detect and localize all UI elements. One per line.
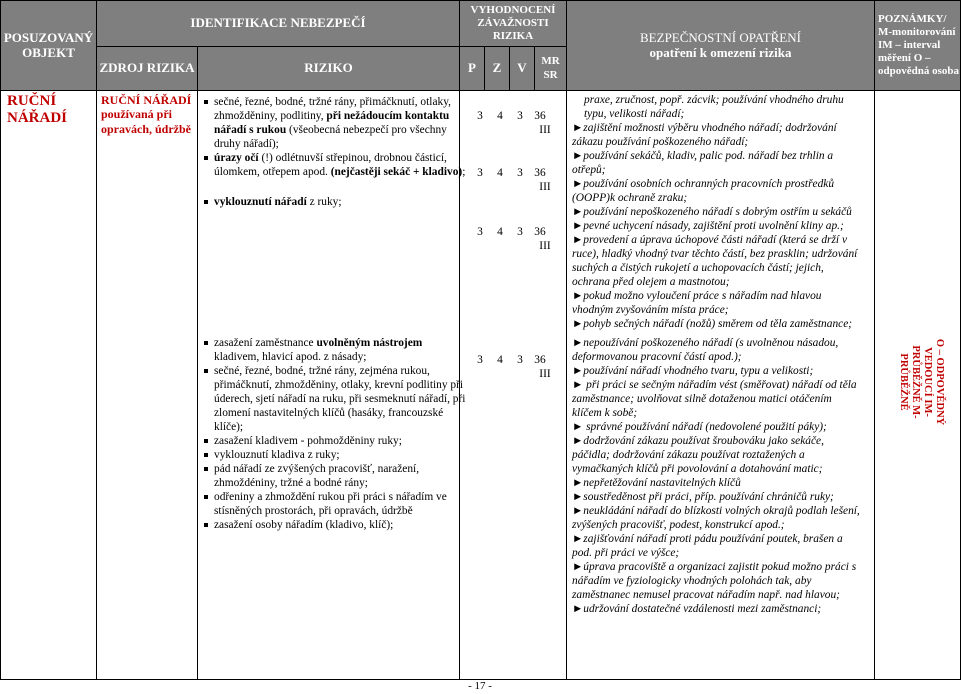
risk-item: sečné, řezné, bodné, tržné rány, přimáčknutí, otlaky, zhmožděniny, podlitiny, při nežádoucím kontaktu nářadí s rukou (všeobecná nebezpečí pro všechny druhy nářadí); [204, 95, 466, 151]
header-poznamky: POZNÁMKY/ M-monitorování IM – interval měření O – odpovědná osoba [875, 1, 961, 91]
header-vyhodnoceni: VYHODNOCENÍ ZÁVAŽNOSTI RIZIKA [460, 1, 567, 47]
risk-list [204, 95, 466, 209]
evaluation-row: 3 4 3 36 III [477, 110, 551, 136]
measure-item: ►pohyb sečných nářadí (nožů) směrem od těla zaměstnance; [572, 318, 853, 330]
risk-item: sečné, řezné, bodné, tržné rány, zejména rukou, přimáčknutí, zhmožděniny, otlaky, krevní podlitiny při úderech, sjetí nářadí na ruku, při sesmeknutí nářadí, při zlomení nastavitelných klíčů (hasáky, francouzské klíče); [204, 364, 466, 434]
header-v: V [510, 47, 535, 91]
risk-item: vyklouznutí kladiva z ruky; [204, 448, 466, 462]
risk-cell [198, 91, 466, 680]
responsible-note [886, 318, 956, 428]
risk-item: zasažení osoby nářadím (kladivo, klíč); [204, 518, 466, 532]
risk-item: zasažení kladivem - pohmožděniny ruky; [204, 434, 466, 448]
measure-item: ►dodržování zákazu používat šroubováku jako sekáče, páčidla; dodržování zákazu používat roztažených a vymačkaných klíčů při povolování a dotahování matic; [572, 435, 824, 475]
measure-item: ►zajišťování nářadí proti pádu používání poutek, brašen a pod. při práci ve výšce; [572, 533, 843, 559]
page-number: - 17 - [468, 680, 492, 692]
measure-item: ►používání nepoškozeného nářadí s dobrým ostřím u sekáčů [572, 206, 852, 218]
evaluation-row: 3 4 3 36 III [477, 226, 551, 252]
evaluation-cell [460, 91, 567, 680]
header-zdroj: ZDROJ RIZIKA [97, 47, 198, 91]
header-bezpecnostni-title: BEZPEČNOSTNÍ OPATŘENÍ [640, 29, 801, 45]
measure-item: ►používání osobních ochranných pracovních prostředků (OOPP)k ochraně zraku; [572, 178, 835, 204]
measure-item: ►nepoužívání poškozeného nářadí (s uvolněnou násadou, deformovanou pracovní částí apod.); [572, 337, 839, 363]
evaluation-row: 3 4 3 36 III [477, 354, 551, 380]
responsible-note-text: O – ODPOVĚDNÝ VEDOUCÍ IM- PRŮBĚŽNĚ M- PRŮBĚŽNĚ [898, 338, 945, 426]
header-mr-sr [535, 47, 567, 91]
measure-item: ►zajištění možnosti výběru vhodného nářadí; dodržování zákazu používání poškozeného nářadí; [572, 122, 837, 148]
measure-item: ►neukládání nářadí do blízkosti volných okrajů podlah lešení, zvýšených pracovišť, podest, konstrukcí apod.; [572, 505, 860, 531]
measures-list-2 [572, 336, 862, 616]
header-z: Z [485, 47, 510, 91]
measures-list [572, 93, 862, 331]
risk-item: pád nářadí ze zvýšených pracovišť, naražení, zhmoždéniny, tržné a bodné rány; [204, 462, 466, 490]
measure-item: praxe, zručnost, popř. zácvik; používání vhodného druhu typu, velikosti nářadí; [584, 94, 844, 120]
measures-cell [567, 91, 875, 680]
header-mr: MR [541, 55, 560, 68]
header-sr: SR [543, 68, 558, 81]
risk-item: vyklouznutí nářadí z ruky; [204, 195, 466, 209]
header-riziko: RIZIKO [198, 47, 460, 91]
measure-item: ►používání sekáčů, kladiv, palic pod. nářadí bez trhlin a otřepů; [572, 150, 834, 176]
source-cell: RUČNÍ NÁŘADÍ používaná při opravách, údržbě [97, 91, 198, 680]
measure-item: ► správné používání nářadí (nedovolené použití páky); [572, 421, 827, 433]
risk-list-2 [204, 336, 466, 532]
evaluation-row: 3 4 3 36 III [477, 167, 551, 193]
header-bezpecnostni [567, 1, 875, 91]
measure-item: ►udržování dostatečné vzdálenosti mezi zaměstnanci; [572, 603, 822, 615]
risk-item: zasažení zaměstnance uvolněným nástrojem kladivem, hlavicí apod. z násady; [204, 336, 466, 364]
measure-item: ►pevné uchycení násady, zajištění proti uvolnění kliny ap.; [572, 220, 844, 232]
measure-item: ►používání nářadí vhodného tvaru, typu a velikosti; [572, 365, 814, 377]
risk-item: úrazy očí (!) odlétnuvší střepinou, drobnou částicí, úlomkem, otřepem apod. (nejčastěji sekáč + kladivo); [204, 151, 466, 179]
measure-item: ►nepřetěžování nastavitelných klíčů [572, 477, 741, 489]
object-cell: RUČNÍ NÁŘADÍ [1, 91, 97, 680]
measure-item: ► při práci se sečným nářadím vést (směřovat) nářadí od těla zaměstnance; uvolňovat silně dotaženou matici otáčením klíčem k sobě; [572, 379, 857, 419]
header-opatreni: opatření k omezení rizika [649, 44, 792, 60]
measure-item: ►provedení a úprava úchopové části nářadí (která se drží v ruce), hladký vhodný tvar těchto částí, bez prasklin; udržování suchých a čistých rukojetí a uchopovacích částí; jejich, ochrana před olejem a mastnotou; [572, 234, 858, 288]
header-identifikace: IDENTIFIKACE NEBEZPEČÍ [97, 1, 460, 47]
measure-item: ►soustředěnost při práci, příp. používání chráničů ruky; [572, 491, 834, 503]
risk-item: odřeniny a zhmoždění rukou při práci s nářadím ve stísněných prostorách, při opravách, údržbě [204, 490, 466, 518]
measure-item: ►úprava pracoviště a organizaci zajistit pokud možno práci s nářadím ve fyziologicky vhodných polohách tak, aby zaměstnanec nemusel pracovat nářadím např. nad hlavou; [572, 561, 857, 601]
header-posuzovany-objekt: POSUZOVANÝ OBJEKT [1, 1, 97, 91]
header-p: P [460, 47, 485, 91]
measure-item: ►pokud možno vyloučení práce s nářadím nad hlavou vhodným zvyšováním místa práce; [572, 290, 822, 316]
